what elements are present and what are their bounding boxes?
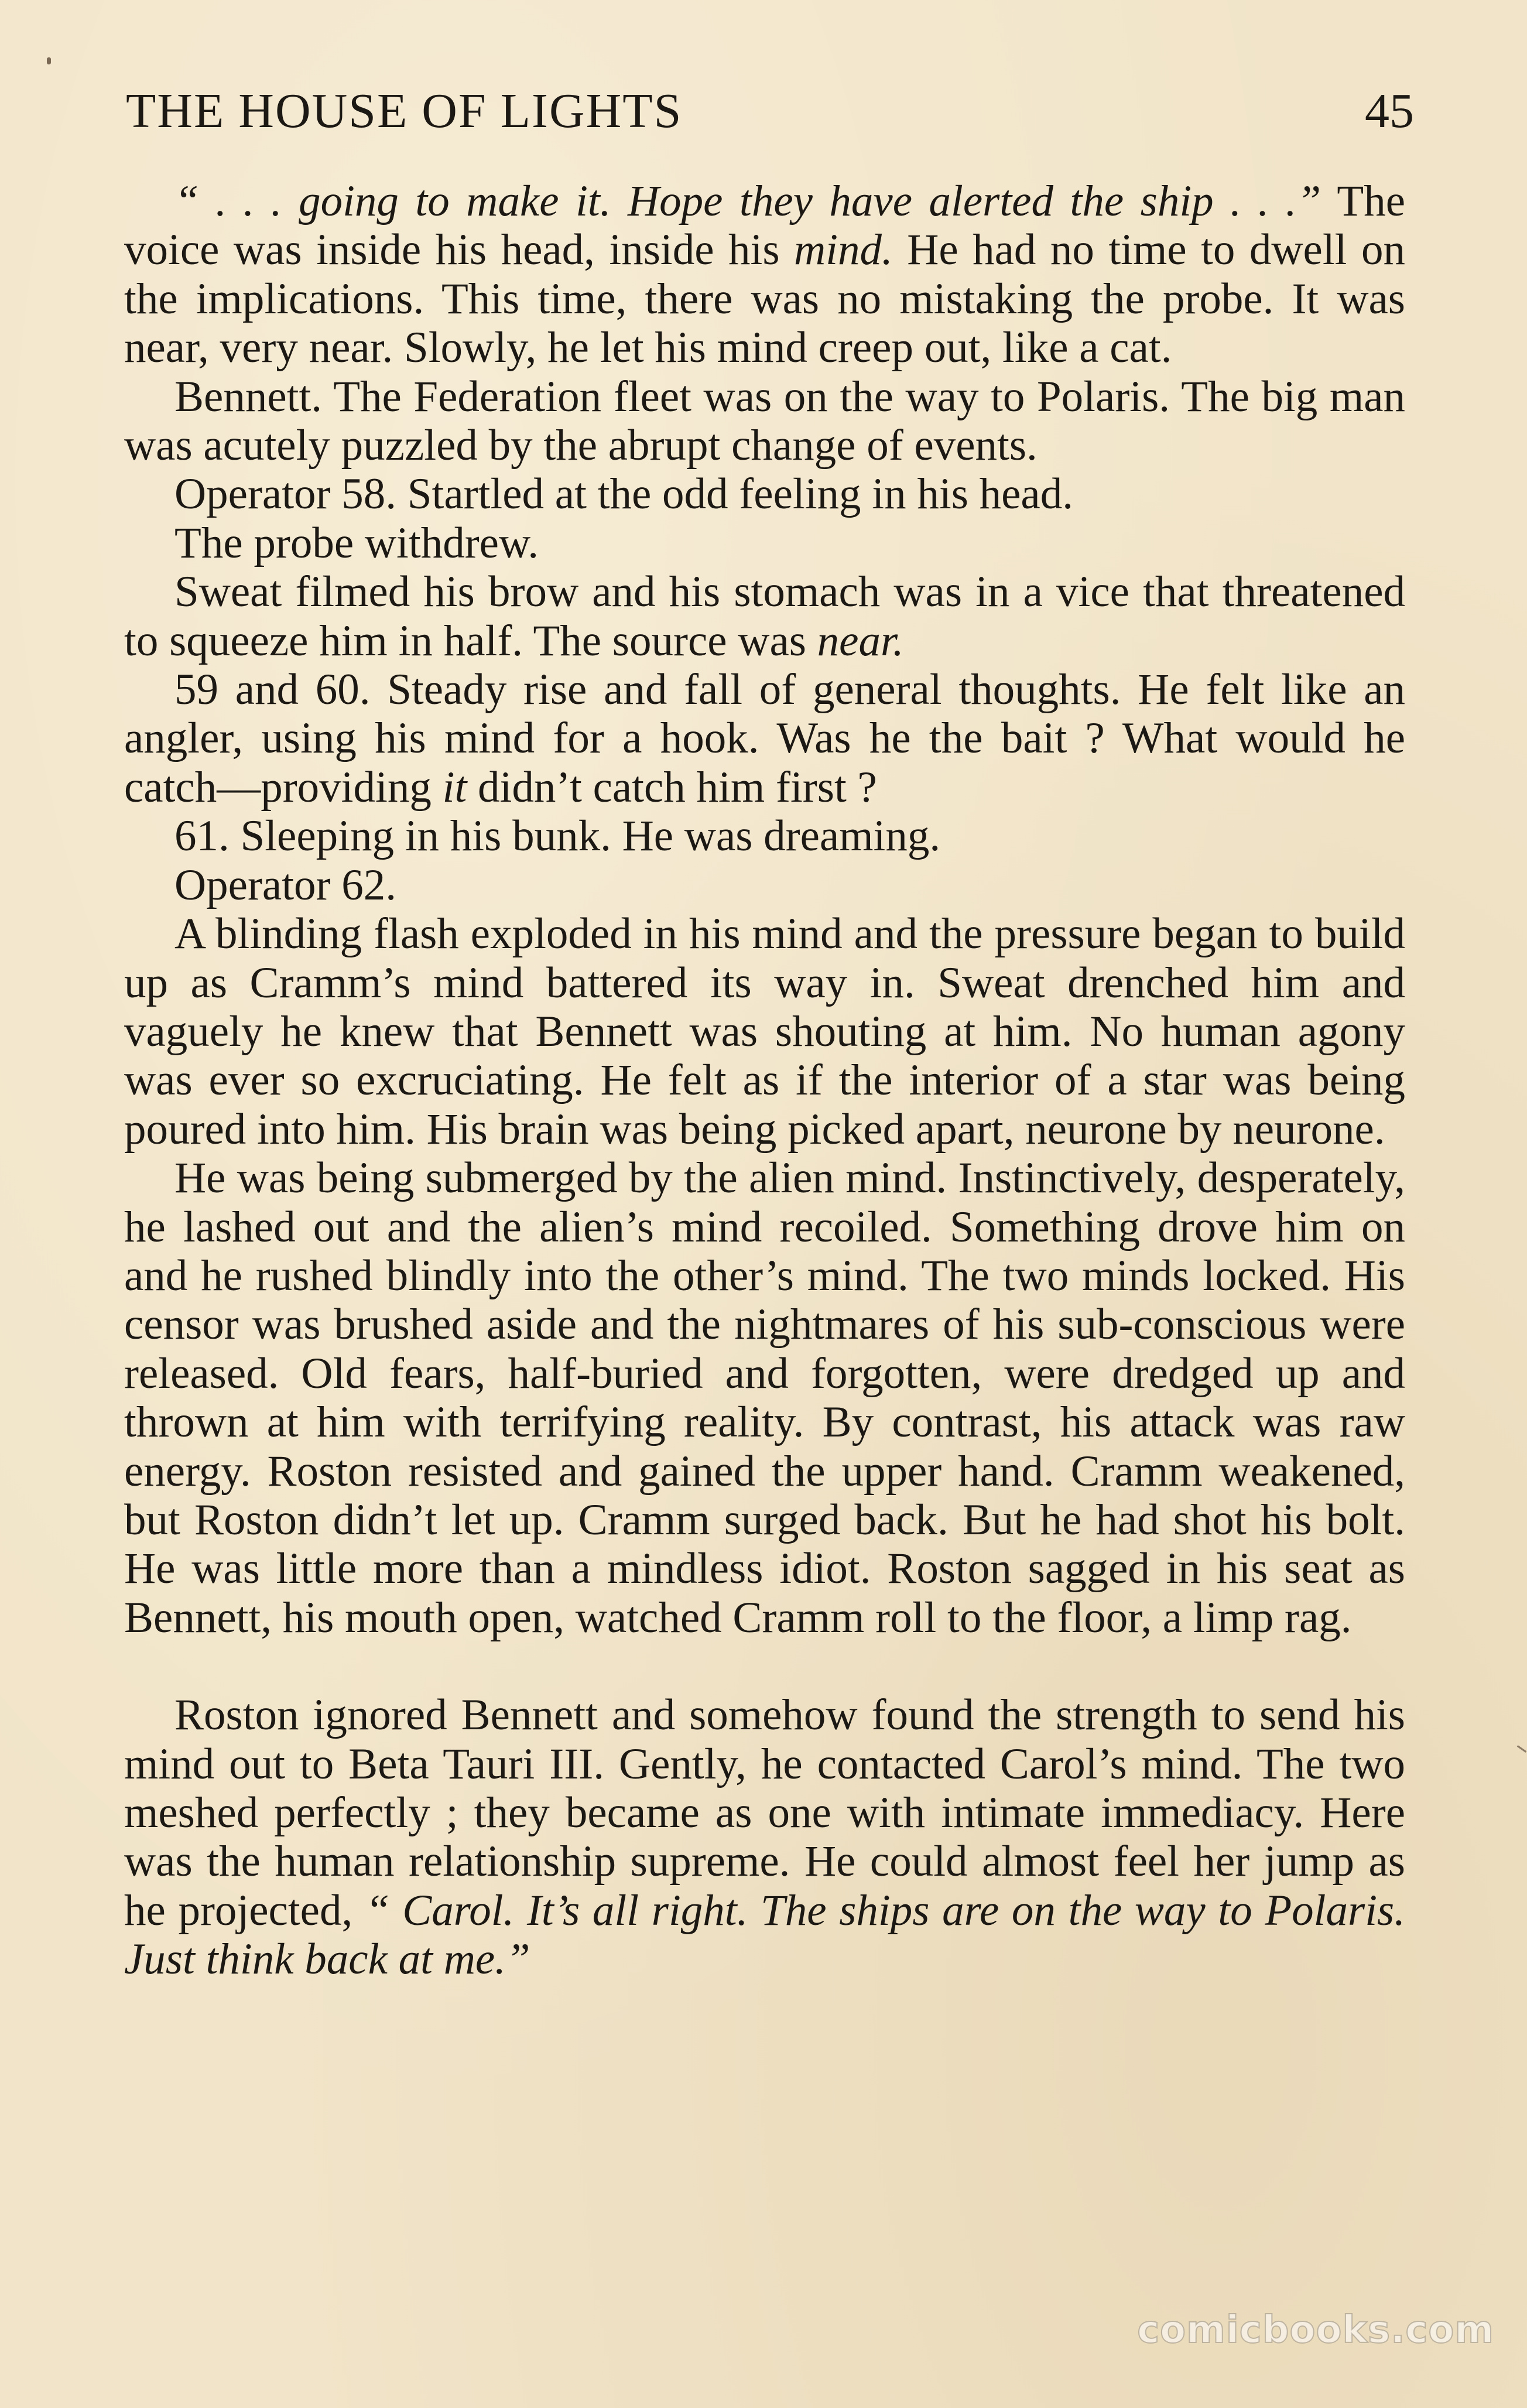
- page-number: 45: [1365, 84, 1414, 138]
- text-run: Operator 62.: [174, 860, 397, 909]
- paragraph: [124, 470, 1405, 518]
- text-run: it: [442, 762, 467, 812]
- paragraph: [124, 567, 1405, 665]
- text-run: A blinding flash exploded in his mind and the pressure began to build up as Cramm’s mind battered its way in. Sweat drenched him and vaguely he knew that Bennett was shouting at him. No human agony was ever so excruciating. He felt as if the interior of a star was being poured into him. His brain was being picked apart, neurone by neurone.: [124, 909, 1405, 1154]
- text-run: The probe withdrew.: [174, 518, 539, 567]
- text-run: Sweat filmed his brow and his stomach was in a vice that threatened to squeeze him in half. The source was: [124, 567, 1405, 665]
- text-run: mind.: [793, 225, 893, 275]
- paragraph: [124, 519, 1405, 567]
- paragraph: [124, 665, 1405, 812]
- running-head: [126, 82, 1414, 141]
- paragraph: [124, 372, 1405, 470]
- text-run: He was being submerged by the alien mind. Instinctively, desperately, he lashed out and the alien’s mind recoiled. Something drove him on and he rushed blindly into the other’s mind. The two minds locked. His censor was brushed aside and the nightmares of his sub-conscious were released. Old fears, half-buried and forgotten, were dredged up and thrown at him with terrifying reality. By contrast, his attack was raw energy. Roston resisted and gained the upper hand. Cramm weakened, but Roston didn’t let up. Cramm surged back. But he had shot his bolt. He was little more than a mindless idiot. Roston sagged in his seat as Bennett, his mouth open, watched Cramm roll to the floor, a limp rag.: [124, 1154, 1405, 1642]
- text-run: 59 and 60. Steady rise and fall of general thoughts. He felt like an angler, using his mind for a hook. Was he the bait ? What would he catch—providing: [124, 665, 1405, 812]
- paragraph: [124, 812, 1405, 860]
- text-run: Operator 58. Startled at the odd feeling in his head.: [174, 470, 1073, 519]
- text-run: didn’t catch him first ?: [467, 762, 877, 812]
- text-run: 61. Sleeping in his bunk. He was dreaming.: [174, 812, 941, 861]
- running-title: THE HOUSE OF LIGHTS: [126, 84, 683, 138]
- margin-mark: [1517, 1745, 1526, 1753]
- text-run: near.: [817, 616, 904, 665]
- text-run: He had no time to dwell on the implications. This time, there was no mistaking the probe. It was near, very near. Slowly, he let his mind creep out, like a cat.: [124, 225, 1405, 372]
- print-speck: [47, 57, 51, 64]
- paragraph: [124, 1154, 1405, 1642]
- paragraph: [124, 177, 1405, 372]
- text-run: The voice was inside his head, inside his: [124, 177, 1406, 275]
- paragraph: [124, 1691, 1405, 1983]
- text-run: “ Carol. It’s all right. The ships are on the way to Polaris. Just think back at me.”: [124, 1886, 1405, 1984]
- paragraph: [124, 909, 1405, 1154]
- text-run: Roston ignored Bennett and somehow found the strength to send his mind out to Beta Tauri III. Gently, he contacted Carol’s mind. The two meshed perfectly ; they became as one with intimate immediacy. Here was the human relationship supreme. He could almost feel her jump as he projected,: [124, 1691, 1405, 1935]
- body-text: [124, 177, 1405, 1984]
- watermark: comicbooks.com: [1137, 2308, 1494, 2352]
- text-run: “ . . . going to make it. Hope they have alerted the ship . . .”: [174, 177, 1321, 225]
- text-run: Bennett. The Federation fleet was on the way to Polaris. The big man was acutely puzzled by the abrupt change of events.: [124, 372, 1405, 470]
- paragraph: [124, 861, 1405, 909]
